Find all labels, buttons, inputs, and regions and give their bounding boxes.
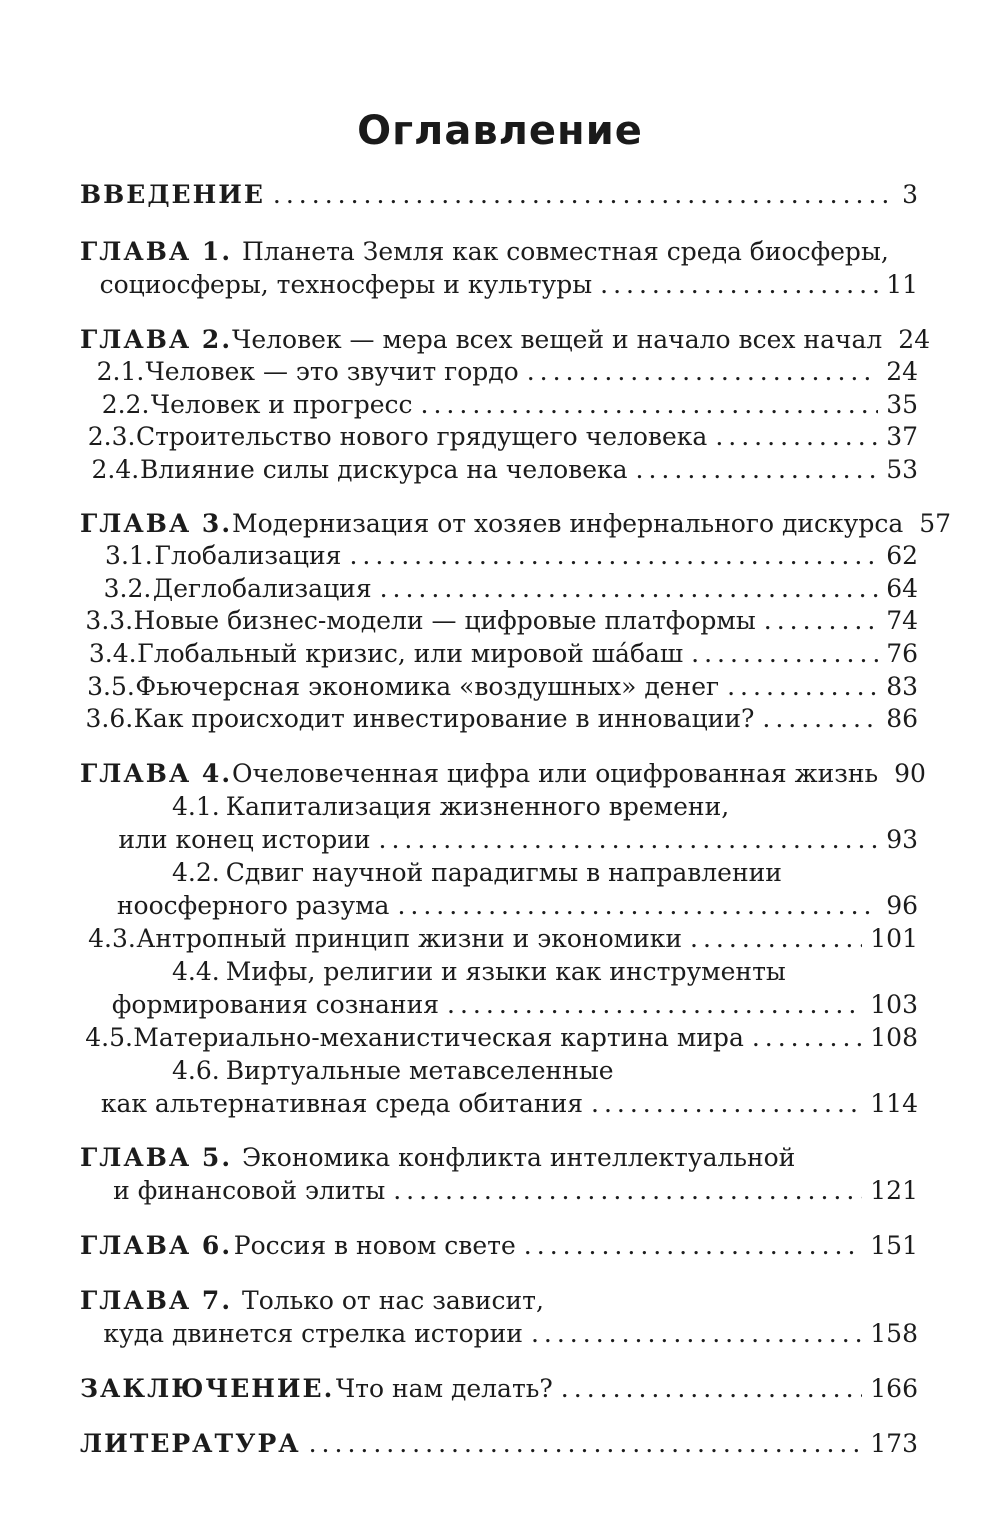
chapter-label: ГЛАВА 1. (80, 237, 233, 266)
chapter-label: ГЛАВА 5. (80, 1143, 233, 1172)
chapter-label: ГЛАВА 6. (80, 1231, 233, 1260)
page-number: 83 (886, 672, 918, 701)
section-title: Деглобализация (152, 574, 372, 603)
section-title-cont: формирования сознания (111, 990, 440, 1019)
dot-leader (393, 1172, 862, 1210)
page-number: 53 (886, 455, 918, 484)
section-number: 4.3. (88, 924, 136, 953)
chapter-title-cont: социосферы, техносферы и культуры (99, 270, 593, 299)
toc-entry-ch1-cont[interactable] (80, 266, 918, 304)
page-number: 86 (886, 704, 918, 733)
section-title: Фьючерсная экономика «воздушных» денег (135, 672, 720, 701)
chapter-title: Очеловеченная цифра или оцифрованная жизнь (232, 759, 879, 788)
chapter-label: ГЛАВА 3. (80, 509, 233, 538)
section-title: Человек и прогресс (150, 390, 413, 419)
page-number: 35 (886, 390, 918, 419)
page-number: 90 (894, 759, 926, 788)
section-number: 3.4. (88, 639, 137, 668)
chapter-title-cont: и финансовой элиты (113, 1176, 386, 1205)
toc-entry-intro[interactable] (80, 176, 918, 214)
page-number: 24 (898, 325, 931, 354)
dot-leader (273, 176, 894, 214)
section-number: 4.5. (85, 1023, 133, 1052)
toc-entry-3-6[interactable] (80, 700, 918, 738)
section-number: 4.4. (172, 957, 220, 986)
section-title: Виртуальные метавселенные (225, 1056, 614, 1085)
dot-leader (762, 700, 878, 738)
conclusion-label: ЗАКЛЮЧЕНИЕ. (80, 1374, 335, 1403)
section-number: 3.6. (85, 704, 134, 733)
dot-leader (531, 1315, 862, 1353)
section-number: 2.2. (101, 390, 150, 419)
section-title: Человек — это звучит гордо (145, 357, 519, 386)
toc-entry-ch6[interactable] (80, 1227, 918, 1265)
literature-label: ЛИТЕРАТУРА (80, 1429, 301, 1458)
dot-leader (600, 266, 878, 304)
section-title: Глобальный кризис, или мировой ша́баш (137, 639, 684, 668)
page-number: 57 (919, 509, 952, 538)
page-number: 74 (886, 606, 918, 635)
toc-entry-conclusion[interactable] (80, 1370, 918, 1408)
page-number: 3 (902, 180, 918, 209)
page-number: 173 (870, 1429, 918, 1458)
chapter-title: Экономика конфликта интеллектуальной (242, 1143, 796, 1172)
section-number: 3.5. (87, 672, 135, 701)
section-number: 2.4. (91, 455, 140, 484)
toc-entry-4-6-cont[interactable] (80, 1085, 918, 1123)
section-number: 4.6. (172, 1056, 220, 1085)
page-number: 24 (886, 357, 918, 386)
dot-leader (591, 1085, 862, 1123)
section-number: 3.1. (105, 541, 153, 570)
page-number: 64 (886, 574, 919, 603)
section-number: 3.2. (103, 574, 152, 603)
toc-entry-literature[interactable] (80, 1425, 918, 1463)
section-number: 2.1. (96, 357, 145, 386)
section-number: 4.2. (172, 858, 220, 887)
page-number: 93 (886, 825, 918, 854)
page-number: 103 (870, 990, 918, 1019)
page-number: 158 (870, 1319, 918, 1348)
dot-leader (561, 1370, 862, 1408)
section-title: Глобализация (154, 541, 342, 570)
dot-leader (524, 1227, 862, 1265)
section-number: 2.3. (87, 422, 136, 451)
page-number: 11 (886, 270, 918, 299)
section-title-cont: как альтернативная среда обитания (100, 1089, 584, 1118)
chapter-label: ГЛАВА 2. (80, 325, 233, 354)
section-title-cont: ноосферного разума (116, 891, 390, 920)
toc-entry-ch7-cont[interactable] (80, 1315, 918, 1353)
dot-leader (309, 1425, 863, 1463)
section-title: Капитализация жизненного времени, (225, 792, 730, 821)
section-title: Новые бизнес-модели — цифровые платформы (133, 606, 756, 635)
chapter-title: Человек — мера всех вещей и начало всех начал (232, 325, 883, 354)
toc-entry-ch5-cont[interactable] (80, 1172, 918, 1210)
page-title: Оглавление (357, 108, 643, 154)
chapter-title-cont: куда двинется стрелка истории (103, 1319, 523, 1348)
section-title: Мифы, религии и языки как инструменты (225, 957, 786, 986)
chapter-title: Россия в новом свете (233, 1231, 516, 1260)
page-number: 151 (870, 1231, 918, 1260)
section-title-cont: или конец истории (118, 825, 371, 854)
page-number: 121 (870, 1176, 918, 1205)
page-number: 101 (870, 924, 918, 953)
chapter-label: ГЛАВА 4. (80, 759, 233, 788)
section-title: Сдвиг научной парадигмы в направлении (225, 858, 782, 887)
page-number: 108 (870, 1023, 918, 1052)
conclusion-title: Что нам делать? (335, 1374, 553, 1403)
page-number: 37 (886, 422, 918, 451)
chapter-title: Модернизация от хозяев инфернального дискурса (232, 509, 904, 538)
page-number: 96 (886, 891, 918, 920)
chapter-title: Только от нас зависит, (242, 1286, 544, 1315)
chapter-title: Планета Земля как совместная среда биосферы, (242, 237, 889, 266)
toc-entry-2-4[interactable] (80, 451, 918, 489)
page-number: 166 (870, 1374, 918, 1403)
section-title: Влияние силы дискурса на человека (139, 455, 628, 484)
page-number: 114 (870, 1089, 918, 1118)
chapter-label: ГЛАВА 7. (80, 1286, 233, 1315)
section-number: 4.1. (172, 792, 220, 821)
dot-leader (636, 451, 879, 489)
section-title: Как происходит инвестирование в инновации? (133, 704, 755, 733)
section-title: Материально-механистическая картина мира (133, 1023, 744, 1052)
page-number: 62 (886, 541, 918, 570)
page-number: 76 (886, 639, 918, 668)
section-title: Строительство нового грядущего человека (135, 422, 708, 451)
section-number: 3.3. (85, 606, 134, 635)
entry-label: ВВЕДЕНИЕ (80, 180, 265, 209)
section-title: Антропный принцип жизни и экономики (136, 924, 683, 953)
